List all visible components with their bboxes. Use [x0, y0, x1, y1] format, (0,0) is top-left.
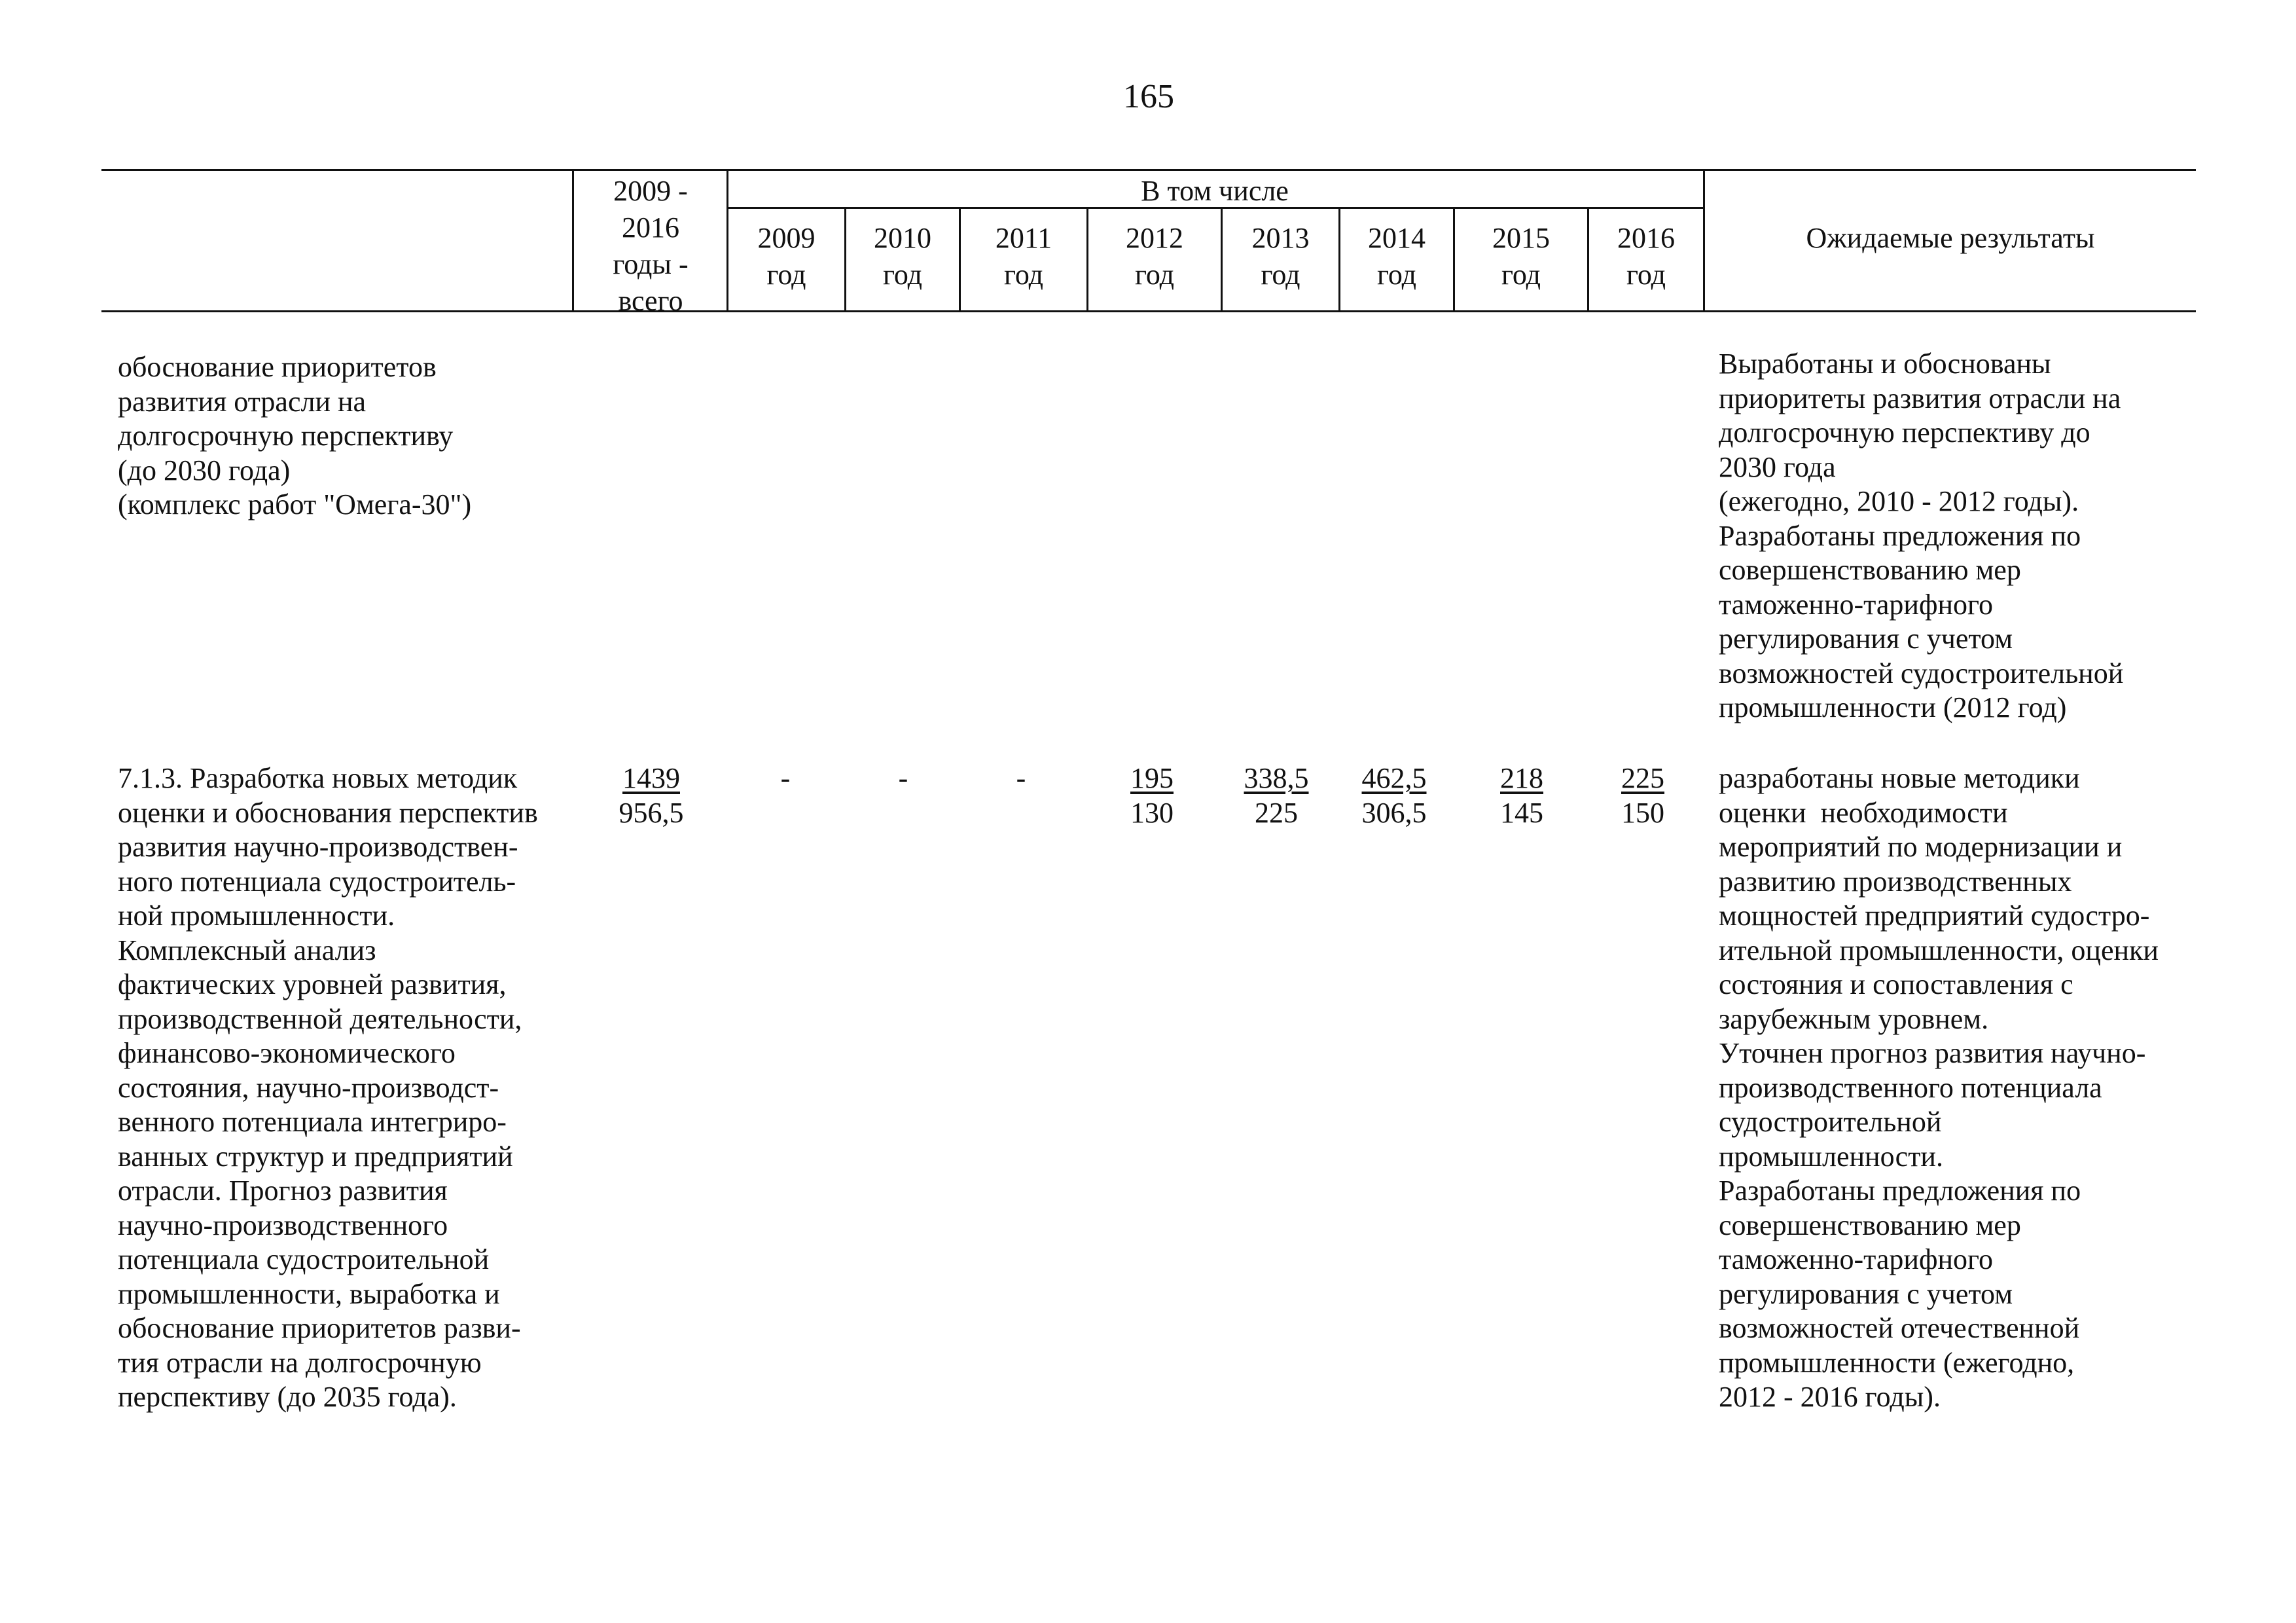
row2-value-2014	[1345, 761, 1443, 830]
row2-value-bottom: 306,5	[1361, 796, 1427, 829]
row2-value-2009: -	[780, 762, 791, 794]
header-year-2010	[846, 220, 959, 293]
header-year-label: 2014	[1368, 222, 1426, 254]
row2-value-top: 218	[1500, 762, 1543, 794]
row2-value-2015	[1476, 761, 1568, 830]
header-year-label: 2012	[1126, 222, 1183, 254]
row2-value-2011: -	[1016, 762, 1026, 794]
page-number: 165	[1123, 78, 1174, 115]
header-year-2012	[1088, 220, 1221, 293]
header-year-unit: год	[1003, 259, 1044, 291]
header-total-line: годы -	[613, 248, 689, 280]
row2-value-2010: -	[898, 762, 908, 794]
row2-value-bottom: 150	[1621, 796, 1664, 829]
row2-value-bottom: 225	[1255, 796, 1298, 829]
header-year-label: 2015	[1492, 222, 1550, 254]
row2-results: разработаны новые методики оценки необходимости мероприятий по модернизации и развитию производственных мощностей предприятий судостро- ительной промышленности, оценки состояния и сопоставления с зарубежным уровнем. Уточнен прогноз развития научно- производственного потенциала судостроительной промышленности. Разработаны предложения по совершенствованию мер таможенно-тарифного регулирования с учетом возможностей отечественной промышленности (ежегодно, 2012 - 2016 годы).	[1719, 762, 2159, 1413]
header-year-2013	[1223, 220, 1338, 293]
row2-value-2012	[1106, 761, 1198, 830]
header-total-line: 2016	[622, 211, 679, 244]
header-total-line: 2009 -	[613, 175, 688, 207]
row2-value-bottom: 130	[1130, 796, 1174, 829]
header-bottom-rule	[101, 310, 2196, 312]
header-year-label: 2011	[995, 222, 1052, 254]
header-year-2011	[961, 220, 1086, 293]
row2-total-bottom: 956,5	[619, 796, 684, 829]
row2-value-top: 462,5	[1361, 762, 1427, 794]
row2-value-top: 338,5	[1244, 762, 1309, 794]
header-year-2009	[728, 220, 844, 293]
header-year-unit: год	[1626, 259, 1666, 291]
header-total-line: всего	[618, 285, 683, 317]
header-year-2016	[1589, 220, 1703, 293]
header-year-unit: год	[1501, 259, 1541, 291]
header-year-2014	[1340, 220, 1453, 293]
header-year-unit: год	[1376, 259, 1417, 291]
header-year-unit: год	[1261, 259, 1300, 291]
header-year-label: 2013	[1251, 222, 1310, 254]
row2-total	[589, 761, 713, 830]
header-year-label: 2016	[1617, 222, 1675, 254]
header-year-unit: год	[882, 259, 923, 291]
header-top-rule	[101, 169, 2196, 171]
header-divider	[1703, 169, 1705, 312]
row2-value-2013	[1230, 761, 1322, 830]
header-year-label: 2009	[757, 222, 816, 254]
header-year-unit: год	[1134, 259, 1175, 291]
header-total-years	[576, 173, 725, 319]
header-including: В том числе	[1141, 175, 1289, 207]
row2-value-top: 225	[1621, 762, 1664, 794]
header-year-unit: год	[766, 259, 806, 291]
header-divider	[572, 169, 574, 312]
header-expected-results: Ожидаемые результаты	[1806, 222, 2095, 254]
header-year-2015	[1455, 220, 1587, 293]
row1-results: Выработаны и обоснованы приоритеты развития отрасли на долгосрочную перспективу до 2030 года (ежегодно, 2010 - 2012 годы). Разработаны предложения по совершенствованию мер таможенно-тарифного регулирования с учетом возможностей судостроительной промышленности (2012 год)	[1719, 348, 2124, 723]
row2-value-top: 195	[1130, 762, 1174, 794]
row2-description: 7.1.3. Разработка новых методик оценки и обоснования перспектив развития научно-производствен- ного потенциала судостроитель- ной промышленности. Комплексный анализ фактических уровней развития, производственной деятельности, финансово-экономического состояния, научно-производст- венного потенциала интегриро- ванных структур и предприятий отрасли. Прогноз развития научно-производственного потенциала судостроительной промышленности, выработка и обоснование приоритетов разви- тия отрасли на долгосрочную перспективу (до 2035 года).	[118, 762, 538, 1413]
header-year-label: 2010	[874, 222, 931, 254]
row2-value-bottom: 145	[1500, 796, 1543, 829]
row2-value-2016	[1597, 761, 1689, 830]
row1-description: обоснование приоритетов развития отрасли на долгосрочную перспективу (до 2030 года) (комплекс работ "Омега-30")	[118, 351, 472, 520]
row2-total-top: 1439	[622, 762, 680, 794]
